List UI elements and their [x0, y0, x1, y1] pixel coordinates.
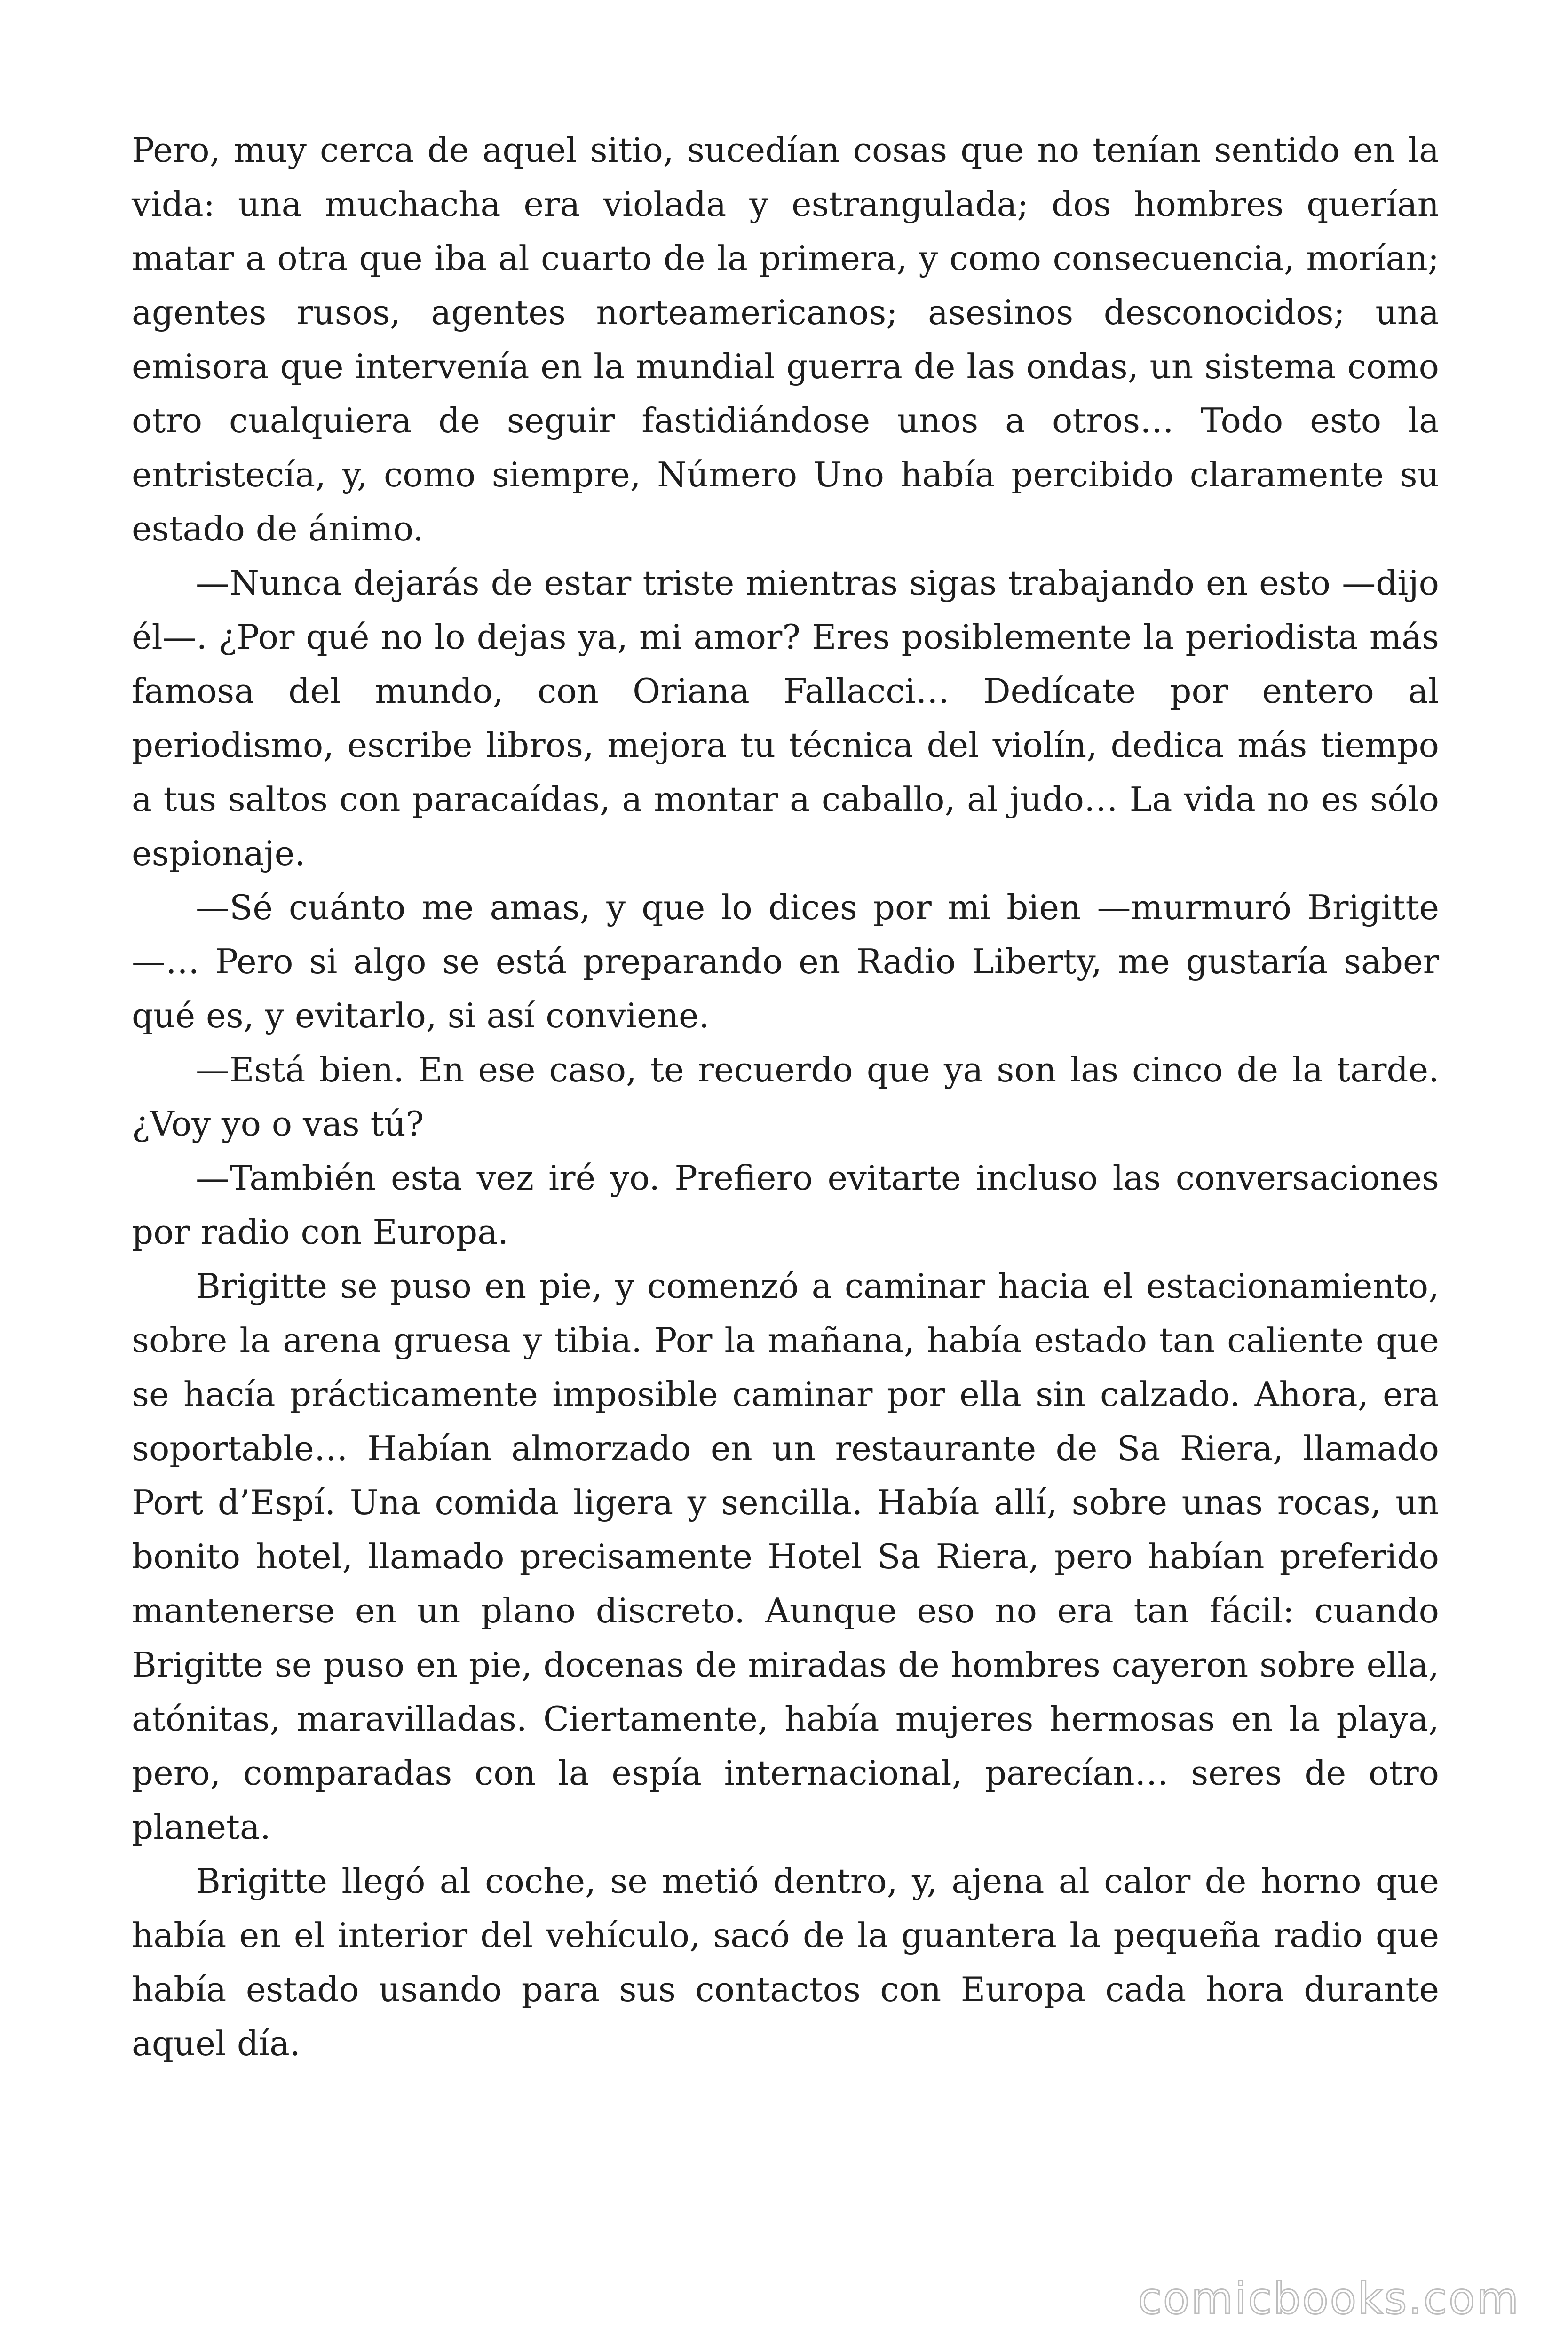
paragraph-6: Brigitte se puso en pie, y comenzó a caminar hacia el estacionamiento, sobre la arena gruesa y tibia. Por la mañana, había estado tan caliente que se hacía prácticamente imposible caminar por ella sin calzado. Ahora, era soportable… Habían almorzado en un restaurante de Sa Riera, llamado Port d’Espí. Una comida ligera y sencilla. Había allí, sobre unas rocas, un bonito hotel, llamado precisamente Hotel Sa Riera, pero habían preferido mantenerse en un plano discreto. Aunque eso no era tan fácil: cuando Brigitte se puso en pie, docenas de miradas de hombres cayeron sobre ella, atónitas, maravilladas. Ciertamente, había mujeres hermosas en la playa, pero, comparadas con la espía internacional, parecían… seres de otro planeta.	[132, 1266, 1439, 1847]
paragraph-2: —Nunca dejarás de estar triste mientras sigas trabajando en esto —dijo él—. ¿Por qué no lo dejas ya, mi amor? Eres posiblemente la periodista más famosa del mundo, con Oriana Fallacci… Dedícate por entero al periodismo, escribe libros, mejora tu técnica del violín, dedica más tiempo a tus saltos con paracaídas, a montar a caballo, al judo… La vida no es sólo espionaje.	[132, 563, 1439, 873]
paragraph-1: Pero, muy cerca de aquel sitio, sucedían cosas que no tenían sentido en la vida: una muchacha era violada y estrangulada; dos hombres querían matar a otra que iba al cuarto de la primera, y como consecuencia, morían; agentes rusos, agentes norteamericanos; asesinos desconocidos; una emisora que intervenía en la mundial guerra de las ondas, un sistema como otro cualquiera de seguir fastidiándose unos a otros… Todo esto la entristecía, y, como siempre, Número Uno había percibido claramente su estado de ánimo.	[132, 130, 1439, 548]
paragraph-5: —También esta vez iré yo. Prefiero evitarte incluso las conversaciones por radio con Europa.	[132, 1158, 1439, 1252]
book-page-body	[132, 123, 1439, 2071]
paragraph-3: —Sé cuánto me amas, y que lo dices por mi bien —murmuró Brigitte—… Pero si algo se está preparando en Radio Liberty, me gustaría saber qué es, y evitarlo, si así conviene.	[132, 888, 1439, 1035]
paragraph-7: Brigitte llegó al coche, se metió dentro, y, ajena al calor de horno que había en el interior del vehículo, sacó de la guantera la pequeña radio que había estado usando para sus contactos con Europa cada hora durante aquel día.	[132, 1861, 1439, 2063]
paragraph-4: —Está bien. En ese caso, te recuerdo que ya son las cinco de la tarde. ¿Voy yo o vas tú?	[132, 1050, 1439, 1144]
watermark-text: comicbooks.com	[1138, 2273, 1520, 2324]
